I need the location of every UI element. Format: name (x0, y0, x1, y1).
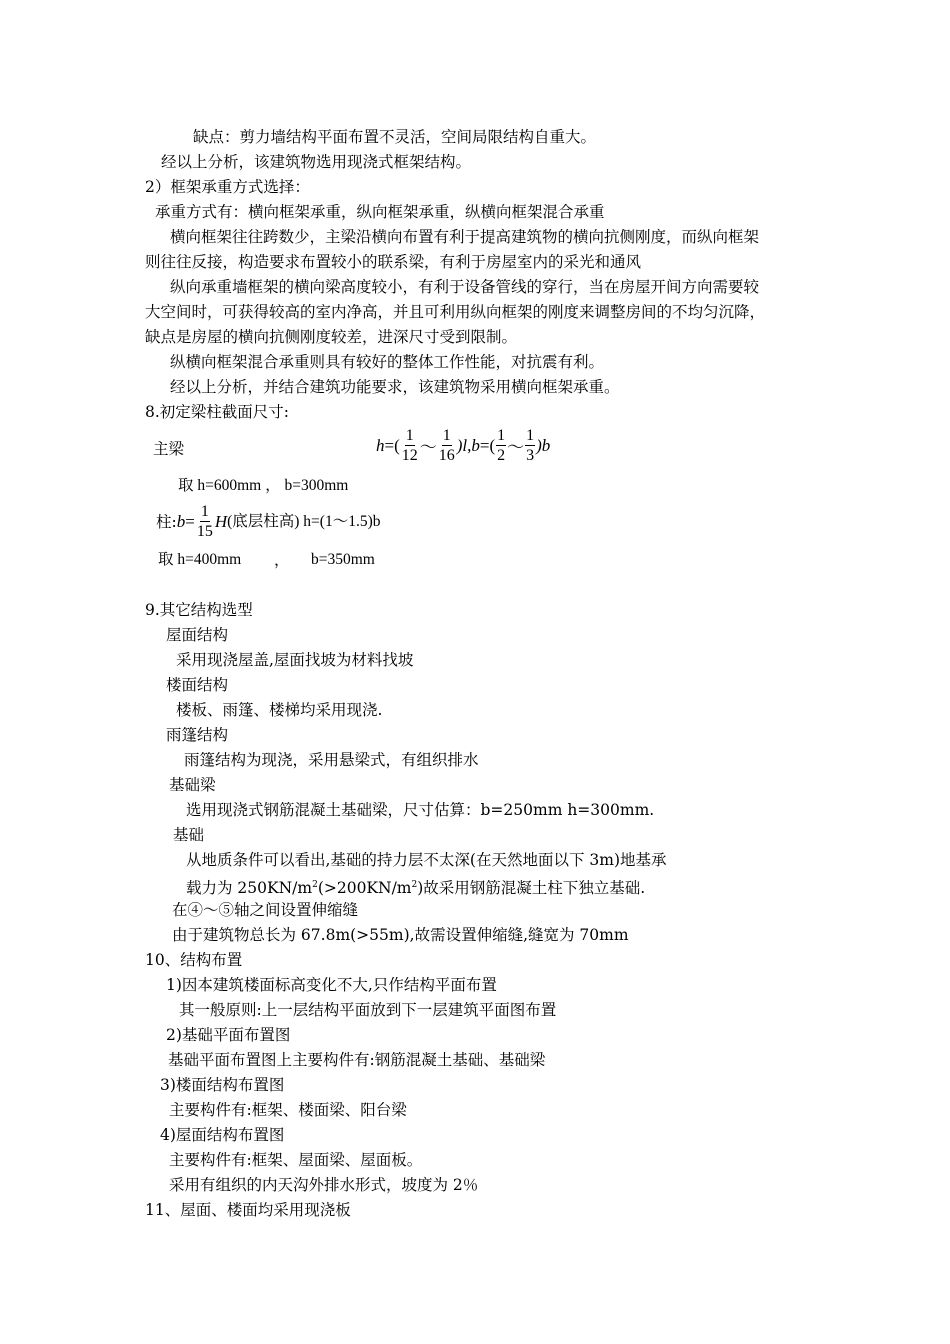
column-label: 柱: (156, 512, 177, 531)
text-line: 载力为 $250KN/m^2(>200KN/m^2)$故采用钢筋混凝土柱下独立基础. (186, 879, 646, 898)
list-item: 3)楼面结构布置图 (160, 1076, 285, 1094)
text-line: 选用现浇式钢筋混凝土基础梁，尺寸估算：b=250mm h=300mm. (186, 801, 655, 819)
math-var: )b (536, 435, 551, 455)
math-var: H (214, 511, 228, 531)
section-heading: 8.初定梁柱截面尺寸: (145, 403, 290, 421)
section-heading: 11、屋面、楼面均采用现浇板 (145, 1201, 351, 1219)
text-line: 承重方式有：横向框架承重，纵向框架承重，纵横向框架混合承重 (155, 203, 605, 221)
subheading: 雨篷结构 (166, 726, 229, 744)
column-dimension-b: b=350mm (311, 551, 375, 568)
subheading: 基础 (173, 826, 205, 844)
math-var: b (176, 511, 186, 531)
text-line: 楼板、雨篷、楼梯均采用现浇. (176, 701, 383, 719)
text-line: 主要构件有:框架、屋面梁、屋面板。 (169, 1151, 423, 1169)
column-dimension-h: 取 h=400mm (158, 551, 242, 568)
beam-dimensions: 取 h=600mm ， b=300mm (178, 477, 349, 494)
math-op: =( (384, 435, 400, 455)
text-line: 基础平面布置图上主要构件有:钢筋混凝土基础、基础梁 (168, 1051, 546, 1069)
math-op: , (467, 435, 472, 455)
subheading: 基础梁 (169, 776, 216, 794)
math-op: = (185, 511, 195, 531)
paragraph-line: 纵向承重墙框架的横向梁高度较小，有利于设备管线的穿行，当在房屋开间方向需要较 (170, 278, 760, 296)
column-formula (156, 502, 381, 541)
section-heading: 10、结构布置 (145, 951, 243, 969)
math-var: )l (456, 435, 468, 455)
fraction: $\frac{1}{15}$ (196, 503, 213, 540)
text-line: 主要构件有:框架、楼面梁、阳台梁 (169, 1101, 407, 1119)
section-heading: 9.其它结构选型 (145, 601, 253, 619)
beam-formula (376, 426, 550, 465)
separator: ， (274, 551, 290, 569)
math-var: h (376, 435, 385, 455)
text-line: 由于建筑物总长为 67.8m(>55m),故需设置伸缩缝,缝宽为 70mm (172, 926, 629, 944)
text-line: 在④～⑤轴之间设置伸缩缝 (172, 901, 359, 919)
paragraph-line: 缺点是房屋的横向抗侧刚度较差，进深尺寸受到限制。 (145, 328, 518, 346)
math-op: =( (479, 435, 496, 455)
text-line: 从地质条件可以看出,基础的持力层不太深(在天然地面以下 3m)地基承 (186, 851, 667, 869)
text-line: 经以上分析，该建筑物选用现浇式框架结构。 (161, 153, 472, 171)
subheading: 屋面结构 (166, 626, 229, 644)
text-line: 采用有组织的内天沟外排水形式，坡度为 2％ (169, 1176, 479, 1194)
text-line: 雨篷结构为现浇，采用悬梁式，有组织排水 (184, 751, 479, 769)
subheading: 楼面结构 (166, 676, 229, 694)
paragraph-line: 则往往反接，构造要求布置较小的联系梁，有利于房屋室内的采光和通风 (145, 253, 642, 271)
beam-label: 主梁 (153, 440, 185, 458)
text-line: 经以上分析，并结合建筑功能要求，该建筑物采用横向框架承重。 (170, 378, 620, 396)
list-item: 2)基础平面布置图 (166, 1026, 291, 1044)
fraction: $\frac{1}{16}$ (438, 427, 455, 464)
text-line: 缺点：剪力墙结构平面布置不灵活，空间局限结构自重大。 (193, 128, 597, 146)
fraction: $\frac{1}{2}$ (497, 427, 506, 464)
column-text: (底层柱高) h=(1～1.5)b (227, 512, 381, 530)
text-line: 其一般原则:上一层结构平面放到下一层建筑平面图布置 (179, 1001, 557, 1019)
section-heading: 2）框架承重方式选择： (145, 178, 310, 196)
fraction: $\frac{1}{3}$ (526, 427, 535, 464)
paragraph-line: 大空间时，可获得较高的室内净高，并且可利用纵向框架的刚度来调整房间的不均匀沉降， (145, 303, 766, 321)
math-var: b (471, 435, 480, 455)
math-op: ～ (507, 438, 525, 457)
paragraph-line: 横向框架往往跨数少，主梁沿横向布置有利于提高建筑物的横向抗侧刚度，而纵向框架 (170, 228, 760, 246)
fraction: $\frac{1}{12}$ (401, 427, 418, 464)
text-line: 纵横向框架混合承重则具有较好的整体工作性能，对抗震有利。 (170, 353, 605, 371)
text-line: 采用现浇屋盖,屋面找坡为材料找坡 (176, 651, 414, 669)
math-op: ～ (419, 438, 437, 457)
list-item: 4)屋面结构布置图 (160, 1126, 285, 1144)
list-item: 1)因本建筑楼面标高变化不大,只作结构平面布置 (166, 976, 497, 994)
